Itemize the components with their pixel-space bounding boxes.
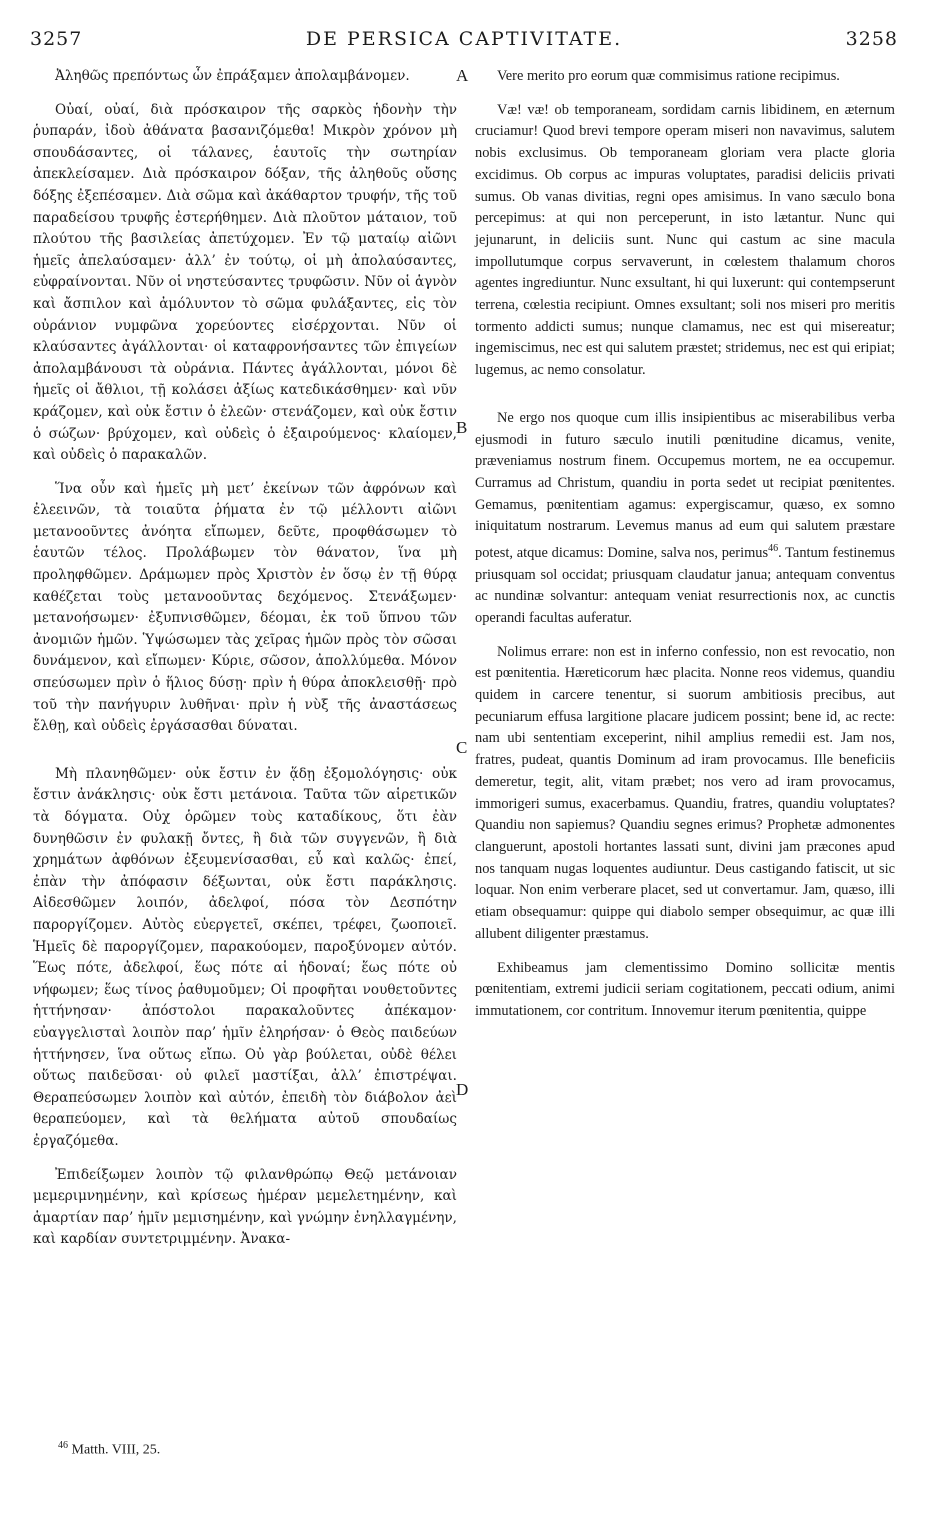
- latin-paragraph: Exhibeamus jam clementissimo Domino sollicitæ mentis pœnitentiam, extremi judicii seriam cogitationem, peccati odium, animi immutationem, cor contritum. Innovemur iterum pœnitentia, quippe: [475, 959, 895, 1019]
- footnote-reference[interactable]: 46: [768, 543, 779, 555]
- footnote-text: Matth. VIII, 25.: [71, 1442, 161, 1458]
- latin-paragraph: Nolimus errare: non est in inferno confessio, non est revocatio, non est pœnitentia. Hæreticorum hæc placita. Nonne reos videmus, quandiu quidem in carcere tenentur, si suorum ambitiosis precibus, aut pecuniarum effusa largitione placare judicem possint; bene id, ac recte: nam ubi sententiam exceperint, nihil amplius remedii est. Jam nos, fratres, pudeat, quantis Dominum ad iram provocamus. Ille beneficiis demeretur, tegit, alit, vitam præbet; nos vero ad iram provocamus, immorigeri sumus, exacerbamus. Quandiu, fratres, quandiu voluptates? Quandiu non sapiemus? Quandiu segnes erimus? Prophetæ admonentes clanguerunt, apostoli hortantes lassati sunt, divini jam præcones apud nos tanquam nugas loquentes audiuntur. Deus castigando fatiscit, ut sic loquar. Non enim verberare placet, sed ut convertamur. Jam, quæso, illi etiam obsequamur: quippe qui diabolo semper obsequimur, ac quæ illi allubent diligenter præstamus.: [475, 643, 895, 942]
- page-number-left: 3257: [30, 28, 83, 50]
- greek-paragraph: Ἵνα οὖν καὶ ἡμεῖς μὴ μετ’ ἐκείνων τῶν ἀφρόνων καὶ ἐλεεινῶν, τὰ τοιαῦτα ῥήματα ἐν τῷ μέλλοντι αἰῶνι μετανοοῦντες ἀνόητα εἴπωμεν, δεῦτε, προφθάσωμεν τὸ ἑαυτῶν τέλος. Προλάβωμεν τὸν θάνατον, ἵνα μὴ προληφθῶμεν. Δράμωμεν πρὸς Χριστὸν ἐν ὅσῳ ἐν τῇ θύρᾳ καθέζεται τοὺς μετανοοῦντας δεχόμενος. Στενάξωμεν· μετανοήσωμεν· ἐξυπνισθῶμεν, δέομαι, ἐκ τοῦ ὕπνου τῶν ἀνομιῶν ἡμῶν. Ὑψώσωμεν τὰς χεῖρας ἡμῶν πρὸς τὸν σῶσαι δυνάμενον, καὶ εἴπωμεν· Κύριε, σῶσον, ἀπολλύμεθα. Μόνον σπεύσωμεν πρὶν ὁ ἥλιος δύσῃ· πρὶν ἡ θύρα ἀποκλεισθῇ· πρὸ τοῦ τὴν πανήγυριν λυθῆναι· πρὶν ἡ νὺξ τῆς ἀναστάσεως ἔλθῃ, καὶ οὐδεὶς ἐργάσασθαι δύναται.: [33, 480, 457, 735]
- margin-letter-c: C: [456, 738, 468, 757]
- margin-letter-d: D: [456, 1080, 469, 1099]
- page-number-right: 3258: [845, 28, 898, 50]
- greek-column: [33, 66, 457, 1263]
- greek-paragraph: Ἀληθῶς πρεπόντως ὧν ἐπράξαμεν ἀπολαμβάνομεν.: [55, 68, 410, 84]
- latin-paragraph: [475, 408, 895, 630]
- latin-paragraph: Væ! væ! ob temporaneam, sordidam carnis libidinem, en æternum cruciamur! Quod brevi tempore operam miseri non navavimus, salutem nobis exclusimus. Ob temporaneam gloriam vera placte gloria excidimus. Ob corpus ac impuras voluptates, paradisi deliciis privati sumus. Ob vanas divitias, regni opes amisimus. In vano sæculo bona percepimus: at qui non perceperunt, in isto lætantur. Nunc qui jejunarunt, in deliciis sunt. Nunc qui castum ac sine macula impollutumque corpus servaverunt, in cœlestem thalamum choros agentes ingrediuntur. Nunc exsultant, hi qui luxerunt: qui contempserunt terrena, cœlestia recipiunt. Omnes exsultant; soli nos miseri pro meritis tormento addicti sumus; nunque clamamus, nec est qui misereatur; ingemiscimus, nec est qui salutem præstet; stridemus, nec est qui eripiat; lugemus, ac nemo consolatur.: [475, 101, 895, 379]
- latin-column: [475, 66, 895, 1035]
- latin-text: Ne ergo nos quoque cum illis insipientibus ac miserabilibus verba ejusmodi in futuro sæculo inutili pœnitudine dicamus, venite, præveniamus nostrum finem. Occupemus mortem, ne ea occupemur. Curramus ad Christum, quandiu in porta sedet ut recipiat pœnitentes. Gemamus, pœnitentiam agamus: expergiscamur, quæso, ex somno iniquitatum nostrarum. Levemus manus ad eum qui salutem præstare potest, atque dicamus: Domine, salva nos, perimus: [475, 409, 895, 561]
- margin-letter-a: A: [456, 66, 469, 85]
- latin-paragraph: Vere merito pro eorum quæ commisimus ratione recipimus.: [497, 68, 840, 84]
- latin-text: . Tantum festinemus priusquam sol occidat; priusquam claudatur janua; antequam conventus ac nundinæ solvantur: antequam veniat resurrectionis nox, ac cunctis operandi facultas auferatur.: [475, 544, 895, 626]
- margin-letter-b: B: [456, 418, 468, 437]
- greek-paragraph: Μὴ πλανηθῶμεν· οὐκ ἔστιν ἐν ᾅδῃ ἐξομολόγησις· οὐκ ἔστιν ἀνάκλησις· οὐκ ἔστι μετάνοια. Ταῦτα τῶν αἱρετικῶν τὰ δόγματα. Οὐχ ὁρῶμεν τοὺς καταδίκους, ὅτι ἐὰν δυνηθῶσιν ἐν φυλακῇ ὄντες, ἢ διὰ τῶν συγγενῶν, ἢ διὰ χρημάτων ἀφθόνων ἐξευμενίσασθαι, εὖ καὶ καλῶς· ἐπεί, ἐπὰν τὴν ἀπόφασιν δέξωνται, οὐκ ἔστι παράκλησις. Αἰδεσθῶμεν λοιπόν, ἀδελφοί, πόσα τὸν Δεσπότην παροργίζομεν. Αὐτὸς εὐεργετεῖ, σκέπει, τρέφει, ζωοποιεῖ. Ἡμεῖς δὲ παροργίζομεν, παρακούομεν, παροξύνομεν αὐτόν. Ἕως πότε, ἀδελφοί, ἕως πότε αἱ ἡδοναί; ἕως πότε οὐ νήφωμεν; ἕως τίνος ῥαθυμοῦμεν; Οἱ προφῆται νουθετοῦντες ἡττήνησαν· ἀπόστολοι παρακαλοῦντες ἀπέκαμον· εὐαγγελισταὶ λοιπὸν παρ’ ἡμῖν ἐληρήσαν· ὁ Θεὸς παιδεύων ἡττήνησεν, ἵνα οὕτως εἴπω. Οὐ γὰρ βούλεται, οὐδὲ θέλει οὕτως παιδεῦσαι· οὐ φιλεῖ μαστίξαι, ἀλλ’ ἐπιστρέψαι. Θεραπεύσωμεν λοιπὸν καὶ αὐτόν, ἐπειδὴ τὸν διάβολον ἀεὶ θεραπεύομεν, καὶ τὰ θελήματα αὐτοῦ σπουδαίως ἐργαζόμεθα.: [33, 765, 457, 1149]
- page-header: [30, 28, 898, 58]
- greek-paragraph: Οὐαί, οὐαί, διὰ πρόσκαιρον τῆς σαρκὸς ἡδονὴν τὴν ῥυπαράν, ἰδοὺ ἀθάνατα βασανιζόμεθα! Μικρὸν χρόνον μὴ σπουδάσαντες, οἱ τάλανες, ἑαυτοῖς τὴν σωτηρίαν ἀπεκλείσαμεν. Διὰ πρόσκαιρον δόξαν, τῆς ἀληθοῦς οὔσης δόξης ἐξεπέσαμεν. Διὰ σῶμα καὶ ἀκάθαρτον τρυφήν, τῆς τοῦ παραδείσου τρυφῆς ἐστερήθημεν. Διὰ πλοῦτον μάταιον, τοῦ πλούτου τῆς βασιλείας ἀπετύχομεν. Ἐν τῷ ματαίῳ αἰῶνι ἡμεῖς ἀπελαύσαμεν· ἀλλ’ ἐν τούτῳ, οἱ μὴ ἀπολαύσαντες, εὐφραίνονται. Νῦν οἱ νηστεύσαντες τρυφῶσιν. Νῦν οἱ ἁγνὸν καὶ ἄσπιλον καὶ ἀμόλυντον τὸ σῶμα φυλάξαντες, εἰς τὸν οὐράνιον νυμφῶνα χορεύοντες εἰσέρχονται. Νῦν οἱ κλαύσαντες ἀγάλλονται· οἱ καταφρονήσαντες τῶν ἐπιγείων ἀπολαμβάνουσι τὰ οὐράνια. Πάντες ἀγάλλονται, μόνοι δὲ ἡμεῖς οἱ ἄθλιοι, τῇ κολάσει ἀξίως κατεδικάσθημεν· καὶ νῦν κράζομεν, καὶ οὐκ ἔστιν ὁ ἐλεῶν· στενάζομεν, καὶ οὐκ ἔστιν ὁ σώζων· βρύχομεν, καὶ οὐδεὶς ὁ ἐξαιρούμενος· κλαίομεν, καὶ οὐδεὶς ὁ παρακαλῶν.: [33, 101, 457, 464]
- running-title: DE PERSICA CAPTIVITATE.: [305, 28, 623, 50]
- greek-paragraph: Ἐπιδείξωμεν λοιπὸν τῷ φιλανθρώπῳ Θεῷ μετάνοιαν μεμεριμνημένην, καὶ κρίσεως ἡμέραν μεμελετημένην, καὶ ἁμαρτίαν παρ’ ἡμῖν μεμισημένην, καὶ γνώμην ἐνηλλαγμένην, καὶ καρδίαν συντετριμμένην. Ἀνακα-: [33, 1166, 457, 1248]
- footnote: [58, 1440, 160, 1459]
- footnote-number: 46: [58, 1440, 68, 1451]
